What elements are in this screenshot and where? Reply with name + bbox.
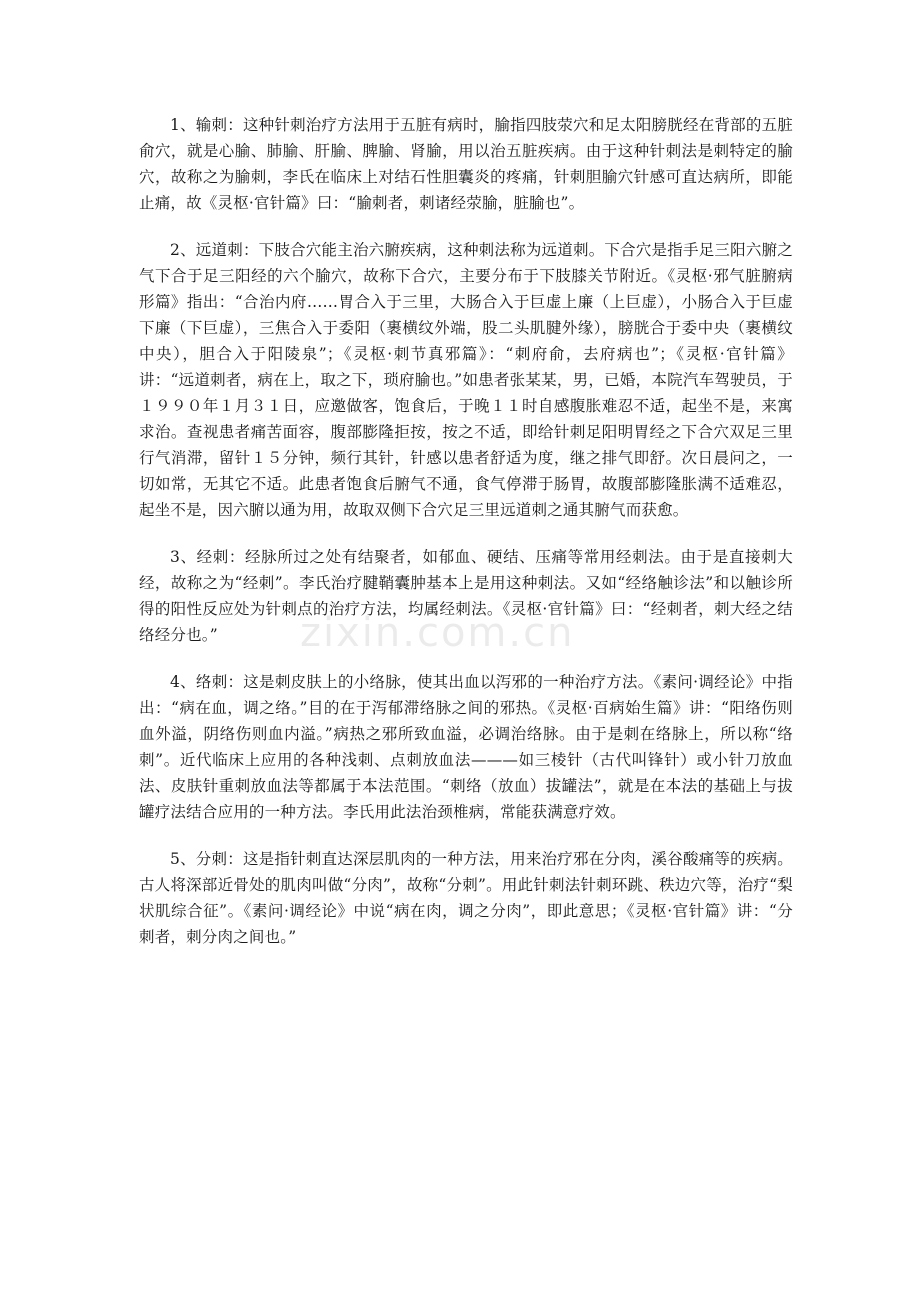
paragraph-jing-ci: 3、经刺：经脉所过之处有结聚者，如郁血、硬结、压痛等常用经刺法。由于是直接刺大经，故称之为“经刺”。李氏治疗腱鞘囊肿基本上是用这种刺法。又如“经络触诊法”和以触诊所得的阳性反应处为针刺点的治疗方法，均属经刺法。《灵枢·官针篇》曰：“经刺者，刺大经之结络经分也。” bbox=[139, 548, 793, 644]
paragraph-fen-ci: 5、分刺：这是指针刺直达深层肌肉的一种方法，用来治疗邪在分肉，溪谷酸痛等的疾病。古人将深部近骨处的肌肉叫做“分肉”，故称“分刺”。用此针刺法针刺环跳、秩边穴等，治疗“梨状肌综合征”。《素问·调经论》中说“病在肉，调之分肉”，即此意思；《灵枢·官针篇》讲：“分刺者，刺分肉之间也。” bbox=[139, 850, 793, 946]
paragraph-yuan-dao-ci: 2、远道刺：下肢合穴能主治六腑疾病，这种刺法称为远道刺。下合穴是指手足三阳六腑之气下合于足三阳经的六个腧穴，故称下合穴，主要分布于下肢膝关节附近。《灵枢·邪气脏腑病形篇》指出：“合治内府……胃合入于三里，大肠合入于巨虚上廉（上巨虚），小肠合入于巨虚下廉（下巨虚），三焦合入于委阳（裹横纹外端，股二头肌腱外缘），膀胱合于委中央（裹横纹中央），胆合入于阳陵泉”；《灵枢·刺节真邪篇》：“刺府俞，去府病也”；《灵枢·官针篇》讲：“远道刺者，病在上，取之下，琐府腧也。”如患者张某某，男，已婚，本院汽车驾驶员，于１９９０年１月３１日，应邀做客，饱食后，于晚１１时自感腹胀难忍不适，起坐不是，来寓求治。查视患者痛苦面容，腹部膨隆拒按，按之不适，即给针刺足阳明胃经之下合穴双足三里行气消滞，留针１５分钟，频行其针，针感以患者舒适为度，继之排气即舒。次日晨问之，一切如常，无其它不适。此患者饱食后腑气不通，食气停滞于肠胃，故腹部膨隆胀满不适难忍，起坐不是，因六腑以通为用，故取双侧下合穴足三里远道刺之通其腑气而获愈。 bbox=[139, 241, 793, 519]
watermark: zixin.com.cn bbox=[300, 610, 575, 656]
paragraph-shu-ci: 1、输刺：这种针刺治疗方法用于五脏有病时，腧指四肢荥穴和足太阳膀胱经在背部的五脏俞穴，就是心腧、肺腧、肝腧、脾腧、肾腧，用以治五脏疾病。由于这种针刺法是刺特定的腧穴，故称之为腧刺，李氏在临床上对结石性胆囊炎的疼痛，针刺胆腧穴针感可直达病所，即能止痛，故《灵枢·官针篇》曰：“腧刺者，刺诸经荥腧，脏腧也”。 bbox=[139, 116, 793, 212]
document-body bbox=[139, 112, 793, 971]
paragraph-luo-ci: 4、络刺：这是刺皮肤上的小络脉，使其出血以泻邪的一种治疗方法。《素问·调经论》中指出：“病在血，调之络。”目的在于泻郁滞络脉之间的邪热。《灵枢·百病始生篇》讲：“阳络伤则血外溢，阴络伤则血内溢。”病热之邪所致血溢，必调治络脉。由于是刺在络脉上，所以称“络刺”。近代临床上应用的各种浅刺、点刺放血法———如三棱针（古代叫锋针）或小针刀放血法、皮肤针重刺放血法等都属于本法范围。“刺络（放血）拔罐法”，就是在本法的基础上与拔罐疗法结合应用的一种方法。李氏用此法治颈椎病，常能获满意疗效。 bbox=[139, 673, 793, 821]
